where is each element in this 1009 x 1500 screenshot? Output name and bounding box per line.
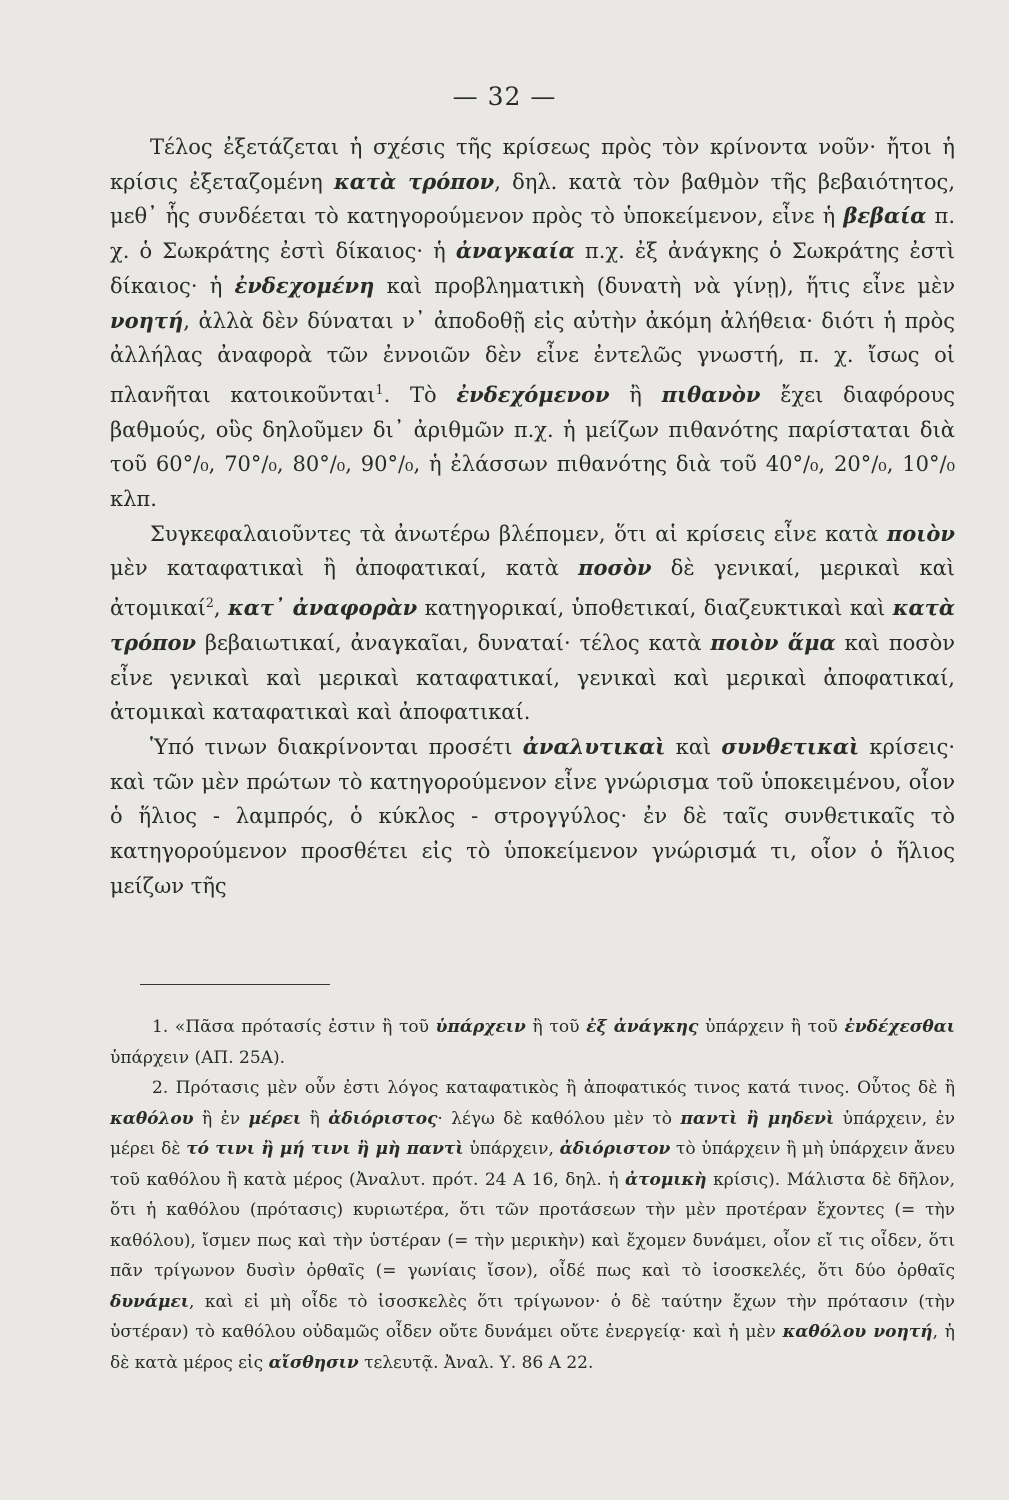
text-run: . Τὸ <box>383 382 457 407</box>
emphasis-term: ἐνδεχομένη <box>234 272 375 298</box>
emphasis-term: μέρει <box>248 1108 302 1129</box>
emphasis-term: καθόλου νοητή <box>782 1322 933 1342</box>
text-run: , ἡ δὲ κατὰ μέρος εἰς <box>110 1322 955 1373</box>
text-run: ἔχει διαφόρους βαθμούς, οὓς δηλοῦμεν δι᾽ ἀριθμῶν π.χ. ἡ μείζων πιθανότης παρίσταται διὰ τοῦ 60°/₀, 70°/₀, 80°/₀, 90°/₀, ἡ ἐλάσσων πιθανότης διὰ τοῦ 40°/₀, 20°/₀, 10°/₀ κλπ. <box>110 382 955 512</box>
emphasis-term: καθόλου <box>110 1108 194 1129</box>
text-run: ἢ <box>609 382 662 407</box>
emphasis-term: βεβαία <box>843 203 927 229</box>
text-run: Συγκεφαλαιοῦντες τὰ ἀνωτέρω βλέπομεν, ὅτι αἱ κρίσεις εἶνε κατὰ <box>150 521 887 546</box>
emphasis-term: δυνάμει <box>110 1291 190 1312</box>
text-run: 2. Πρότασις μὲν οὖν ἐστι λόγος καταφατικὸς ἢ ἀποφατικός τινος κατά τινος. Οὗτος δὲ ἢ <box>152 1078 955 1098</box>
emphasis-term: ἀναγκαία <box>455 238 575 264</box>
emphasis-term: ἐνδεχόμενον <box>456 381 610 407</box>
text-run: π. χ. ὁ Σωκράτης ἐστὶ δίκαιος· ἡ <box>110 204 956 264</box>
text-run: ὑπάρχειν ἢ τοῦ <box>698 1017 845 1037</box>
text-run: · λέγω δὲ καθόλου μὲν τὸ <box>437 1108 681 1129</box>
emphasis-term: ἐξ ἀνάγκης <box>586 1017 699 1037</box>
emphasis-term: ἀδιόριστον <box>559 1139 671 1159</box>
emphasis-term: συνθετικαὶ <box>721 733 860 759</box>
footnote-2 <box>110 1073 955 1378</box>
text-run: κατηγορικαί, ὑποθετικαί, διαζευκτικαὶ καὶ <box>417 596 893 621</box>
text-run: 1. «Πᾶσα πρότασίς ἐστιν ἢ τοῦ <box>152 1017 436 1037</box>
emphasis-term: παντὶ ἢ μηδενὶ <box>680 1108 835 1129</box>
text-run: καὶ προβληματικὴ (δυνατὴ νὰ γίνῃ), ἥτις εἶνε μὲν <box>374 273 955 298</box>
emphasis-term: νοητή <box>110 307 184 333</box>
text-run: Τέλος ἐξετάζεται ἡ σχέσις τῆς κρίσεως πρὸς τὸν κρίνοντα νοῦν· ἤτοι ἡ κρίσις ἐξεταζομένη <box>110 135 955 194</box>
text-run: ἢ <box>301 1108 329 1129</box>
paragraph-3 <box>110 730 955 904</box>
text-run: καὶ <box>665 734 722 759</box>
text-run: τὸ ὑπάρχειν ἢ μὴ ὑπάρχειν ἄνευ τοῦ καθόλου ἢ κατὰ μέρος (Ἀναλυτ. πρότ. 24 Α 16, δηλ. ἡ <box>110 1139 955 1190</box>
text-run: π.χ. ἐξ ἀνάγκης ὁ Σωκράτης ἐστὶ δίκαιος· ἡ <box>110 239 955 298</box>
footnote-divider <box>140 984 330 985</box>
emphasis-term: ἀδιόριστος <box>328 1108 438 1129</box>
text-run: , δηλ. κατὰ τὸν βαθμὸν τῆς βεβαιότητος, μεθ᾽ ἧς συνδέεται τὸ κατηγορούμενον πρὸς τὸ ὑποκείμενον, εἶνε ἡ <box>110 169 955 229</box>
emphasis-term: ἀτομικὴ <box>624 1169 707 1190</box>
emphasis-term: αἴσθησιν <box>268 1352 359 1373</box>
text-run: , <box>213 596 228 621</box>
emphasis-term: τό τινι ἢ μή τινι ἢ μὴ παντὶ <box>186 1139 464 1159</box>
footnotes <box>110 1012 955 1378</box>
footnote-1 <box>110 1012 955 1073</box>
text-run: ἢ ἐν <box>193 1108 249 1129</box>
emphasis-term: ἀναλυτικαὶ <box>522 733 666 759</box>
text-run: Ὑπό τινων διακρίνονται προσέτι <box>150 734 523 759</box>
emphasis-term: ποσὸν <box>578 555 652 581</box>
emphasis-term: κατὰ τρόπον <box>110 595 955 655</box>
text-run: τελευτᾷ. Ἀναλ. Υ. 86 Α 22. <box>358 1352 594 1373</box>
emphasis-term: κατ᾽ ἀναφορὰν <box>228 595 418 621</box>
emphasis-term: ποιὸν <box>886 520 955 546</box>
text-run: ὑπάρχειν, <box>463 1139 560 1159</box>
emphasis-term: πιθανὸν <box>661 381 761 407</box>
emphasis-term: ὑπάρχειν <box>435 1017 526 1037</box>
text-run: κρίσις). Μάλιστα δὲ δῆλον, ὅτι ἡ καθόλου (πρότασις) κυριωτέρα, ὅτι τῶν προτάσεων τὴν μὲν προτέραν ἔχοντες (= τὴν καθόλου), ἴσμεν πως καὶ τὴν ὑστέραν (= τὴν μερικὴν) καὶ ἔχομεν δυνάμει, οἷον εἴ τις οἶδεν, ὅτι πᾶν τρίγωνον δυσὶν ὀρθαῖς (= γωνίαις ἴσον), οἶδέ πως καὶ τὸ ἰσοσκελές, ὅτι δύο ὀρθαῖς <box>110 1169 955 1281</box>
text-run: ὑπάρχειν, ἐν μέρει δὲ <box>110 1108 956 1159</box>
emphasis-term: κατὰ τρόπον <box>334 168 495 194</box>
paragraph-1 <box>110 130 955 517</box>
emphasis-term: ποιὸν ἅμα <box>710 629 836 655</box>
text-run: ὑπάρχειν (ΑΠ. 25Α). <box>110 1047 285 1068</box>
footnote-ref: 2 <box>205 595 214 611</box>
text-run: δὲ γενικαί, μερικαὶ καὶ ἀτομικαί <box>110 556 955 621</box>
text-run: , καὶ εἰ μὴ οἶδε τὸ ἰσοσκελὲς ὅτι τρίγωνον· ὁ δὲ ταύτην ἔχων τὴν πρότασιν (τὴν ὑστέραν) τὸ καθόλου οὐδαμῶς οἶδεν οὔτε δυνάμει οὔτε ἐνεργείᾳ· καὶ ἡ μὲν <box>110 1291 955 1342</box>
text-run: ἢ τοῦ <box>525 1017 587 1037</box>
text-run: μὲν καταφατικαὶ ἢ ἀποφατικαί, κατὰ <box>110 556 579 581</box>
page-number: — 32 — <box>452 82 557 111</box>
main-text <box>110 130 955 903</box>
text-run: καὶ ποσὸν εἶνε γενικαὶ καὶ μερικαὶ καταφατικαί, γενικαὶ καὶ μερικαὶ ἀποφατικαί, ἀτομικαὶ καταφατικαὶ καὶ ἀποφατικαί. <box>110 630 955 725</box>
emphasis-term: ἐνδέχεσθαι <box>844 1017 955 1037</box>
footnote-ref: 1 <box>375 381 384 397</box>
paragraph-2 <box>110 517 955 730</box>
text-run: κρίσεις· καὶ τῶν μὲν πρώτων τὸ κατηγορούμενον εἶνε γνώρισμα τοῦ ὑποκειμένου, οἷον ὁ ἥλιος - λαμπρός, ὁ κύκλος - στρογγύλος· ἐν δὲ ταῖς συνθετικαῖς τὸ κατηγορούμενον προσθέτει εἰς τὸ ὑποκείμενον γνώρισμά τι, οἷον ὁ ἥλιος μείζων τῆς <box>110 734 956 898</box>
text-run: , ἀλλὰ δὲν δύναται ν᾽ ἀποδοθῇ εἰς αὐτὴν ἀκόμη ἀλήθεια· διότι ἡ πρὸς ἀλλήλας ἀναφορὰ τῶν ἐννοιῶν δὲν εἶνε ἐντελῶς γνωστή, π. χ. ἴσως οἱ πλανῆται κατοικοῦνται <box>110 308 955 407</box>
text-run: βεβαιωτικαί, ἀναγκαῖαι, δυναταί· τέλος κατὰ <box>196 630 711 655</box>
